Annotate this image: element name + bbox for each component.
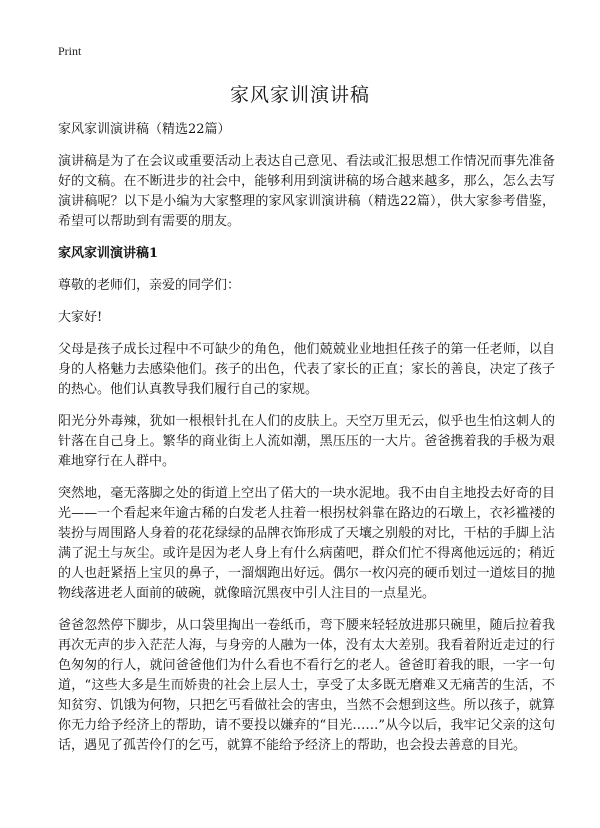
- salutation: 尊敬的老师们，亲爱的同学们：: [58, 278, 241, 293]
- body-paragraph: 突然地，毫无落脚之处的街道上空出了偌大的一块水泥地。我不由自主地投去好奇的目光——一个看起来年逾古稀的白发老人拄着一根拐杖斜靠在路边的石墩上，衣衫褴褛的装扮与周围路人身着的花花绿绿的品牌衣饰形成了天壤之别般的对比，干枯的手脚上沾满了泥土与灰尘。或许是因为老人身上有什么病菌吧，群众们忙不得离他远远的；稍近的人也赶紧捂上宝贝的鼻子，一溜烟跑出好远。偶尔一枚闪亮的硬币划过一道炫目的抛物线落进老人面前的破碗，就像暗沉黑夜中引人注目的一点星光。: [58, 486, 555, 601]
- page-title: 家风家训演讲稿: [229, 84, 370, 106]
- body-paragraph: 父母是孩子成长过程中不可缺少的角色，他们兢兢业业地担任孩子的第一任老师，以自身的人格魅力去感染他们。孩子的出色，代表了家长的正直；家长的善良，决定了孩子的热心。他们认真教导我们履行自己的家规。: [58, 342, 555, 397]
- body-paragraph: 爸爸忽然停下脚步，从口袋里掏出一卷纸币，弯下腰来轻轻放进那只碗里，随后拉着我再次无声的步入茫茫人海，与身旁的人融为一体，没有太大差别。我看着附近走过的行色匆匆的行人，就问爸爸他们为什么看也不看行乞的老人。爸爸盯着我的眼，一字一句道，“这些大多是生而娇贵的社会上层人士，享受了太多既无磨难又无痛苦的生活，不知贫穷、饥饿为何物，只把乞丐看做社会的害虫，当然不会想到这些。所以孩子，就算你无力给予经济上的帮助，请不要投以嫌弃的“目光……”从今以后，我牢记父亲的这句话，遇见了孤苦伶仃的乞丐，就算不能给予经济上的帮助，也会投去善意的目光。: [58, 618, 555, 753]
- intro-paragraph: 演讲稿是为了在会议或重要活动上表达自己意见、看法或汇报思想工作情况而事先准备好的文稿。在不断进步的社会中，能够利用到演讲稿的场合越来越多，那么，怎么去写演讲稿呢？以下是小编为大家整理的家风家训演讲稿（精选22篇），供大家参考借鉴，希望可以帮助到有需要的朋友。: [58, 154, 555, 229]
- section-heading: 家风家训演讲稿1: [58, 246, 159, 261]
- document-subtitle: 家风家训演讲稿（精选22篇）: [58, 122, 231, 137]
- print-link[interactable]: Print: [58, 44, 82, 58]
- document-body: [58, 120, 555, 768]
- greeting: 大家好!: [58, 310, 103, 325]
- body-paragraph: 阳光分外毒辣，犹如一根根针扎在人们的皮肤上。天空万里无云，似乎也生怕这刺人的针落在自己身上。繁华的商业街上人流如潮，黑压压的一大片。爸爸携着我的手极为艰难地穿行在人群中。: [58, 414, 555, 469]
